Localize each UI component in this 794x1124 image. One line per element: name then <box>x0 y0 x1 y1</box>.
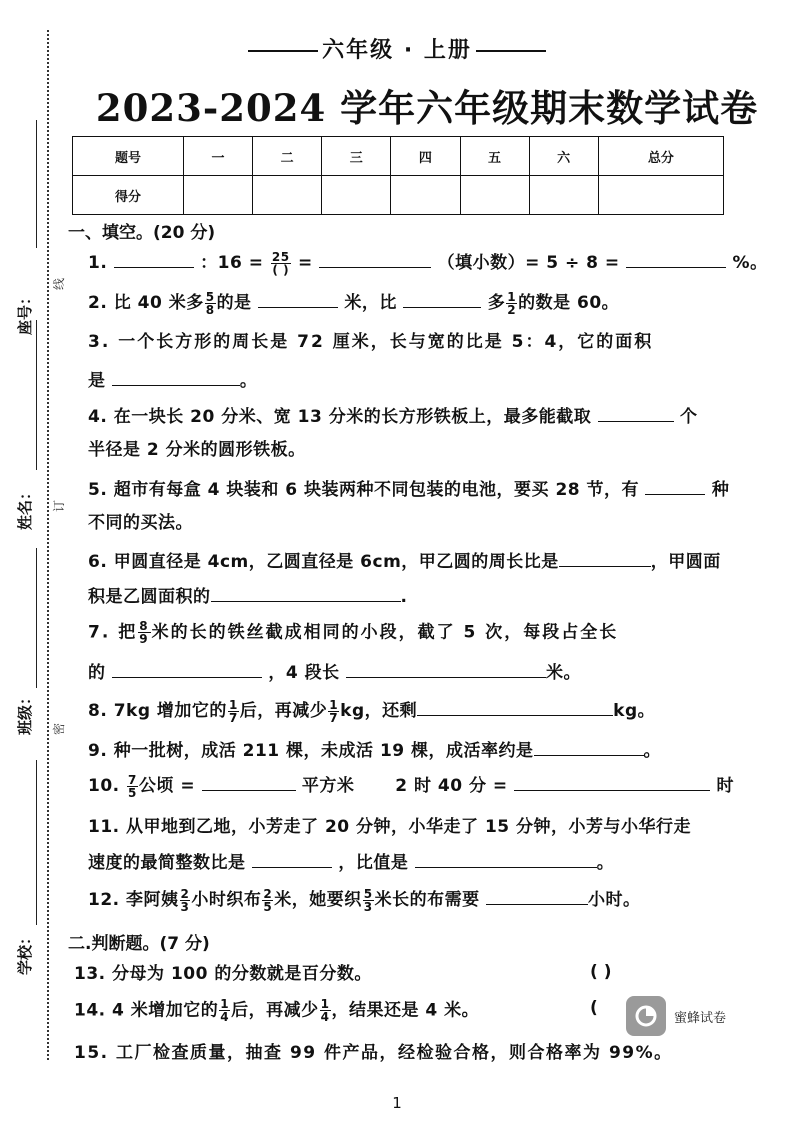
series-text: 六年级 · 上册 <box>322 38 472 63</box>
question-11 <box>88 815 691 839</box>
question-7 <box>88 620 618 645</box>
q10-text-1: 公顷 = <box>138 776 196 796</box>
q2-fraction-2 <box>506 291 517 316</box>
seal-mark-mi: 密 <box>52 722 66 735</box>
q14-answer-paren[interactable]: ( <box>590 998 598 1018</box>
q1-text-2: = <box>298 253 313 273</box>
q10-blank-2[interactable] <box>514 772 710 791</box>
q11-text-4: 。 <box>596 853 615 873</box>
q6-text-4: . <box>400 587 408 607</box>
q2-blank-1[interactable] <box>258 289 338 308</box>
q7-frac-den: 9 <box>139 632 150 646</box>
seal-mark-ding: 订 <box>52 499 66 512</box>
q9-text-1: 9. 种一批树，成活 211 棵，未成活 19 棵，成活率约是 <box>88 741 534 761</box>
q1-blank-1[interactable] <box>114 249 194 268</box>
q8-text-3: kg，还剩 <box>340 701 418 721</box>
q11-blank-1[interactable] <box>252 849 332 868</box>
score-cell[interactable] <box>598 176 723 215</box>
q6-text-1: 6. 甲圆直径是 4cm，乙圆直径是 6cm，甲乙圆的周长比是 <box>88 552 559 572</box>
q8-blank[interactable] <box>417 697 613 716</box>
q12-text-4: 米长的布需要 <box>374 890 480 910</box>
q12-text-2: 小时织布 <box>191 890 262 910</box>
seal-mark-line: 线 <box>52 277 66 290</box>
q10-frac-num: 7 <box>128 772 137 787</box>
q12-frac2-num: 2 <box>263 886 273 901</box>
score-cell[interactable] <box>253 176 322 215</box>
question-3-cont <box>88 367 257 393</box>
section-true-false: 二.判断题。(7 分) <box>68 934 210 954</box>
q10-num: 10. <box>88 776 120 796</box>
q11-text-3: ，比值是 <box>338 853 409 873</box>
q14-frac1-den: 4 <box>220 1010 230 1024</box>
score-col-4: 四 <box>391 137 460 176</box>
q1-blank-2[interactable] <box>319 249 431 268</box>
score-cell[interactable] <box>322 176 391 215</box>
question-9 <box>88 737 661 763</box>
q2-text-3: 米，比 <box>344 293 397 313</box>
q8-frac2-num: 1 <box>329 697 339 712</box>
q3-text-3: 。 <box>239 371 258 391</box>
q1-blank-3[interactable] <box>626 249 726 268</box>
bee-logo-icon <box>626 996 666 1036</box>
question-6 <box>88 548 721 574</box>
q1-text-3: （填小数）= 5 ÷ 8 = <box>437 253 620 273</box>
q14-text-1: 14. 4 米增加它的 <box>74 1000 219 1021</box>
q1-frac-den: ( ) <box>272 262 290 277</box>
q1-frac-num: 25 <box>271 249 290 264</box>
q5-text-1: 5. 超市有每盒 4 块装和 6 块装两种不同包装的电池，要买 28 节，有 <box>88 480 640 500</box>
q12-fraction-2 <box>262 888 273 913</box>
q8-text-4: kg。 <box>613 701 656 721</box>
score-col-1: 一 <box>184 137 253 176</box>
page-number: 1 <box>392 1094 402 1112</box>
question-6-cont <box>88 583 407 609</box>
q7-text-4: ，4 段长 <box>268 663 340 683</box>
score-col-total: 总分 <box>598 137 723 176</box>
q3-blank[interactable] <box>112 367 240 386</box>
question-15: 15. 工厂检查质量，抽查 99 件产品，经检验合格，则合格率为 99%。 <box>74 1043 673 1063</box>
q9-text-2: 。 <box>643 741 662 761</box>
q12-frac2-den: 5 <box>263 899 273 914</box>
q6-blank-2[interactable] <box>211 583 401 602</box>
q12-blank[interactable] <box>486 886 588 905</box>
q2-text-2: 的是 <box>216 293 252 313</box>
q14-text-2: 后，再减少 <box>231 1000 319 1021</box>
q7-frac-num: 8 <box>139 619 150 633</box>
q10-frac-den: 5 <box>128 785 137 800</box>
q12-frac3-num: 5 <box>363 886 373 901</box>
q2-text-5: 的数是 60。 <box>518 293 620 313</box>
q3-text-1: 3. 一个长方形的周长是 72 厘米，长与宽的比是 5：4，它的面积 <box>88 332 654 352</box>
q6-text-2: ，甲圆面 <box>650 552 721 572</box>
q10-text-2: 平方米 <box>301 776 355 796</box>
score-col-label: 题号 <box>73 137 184 176</box>
q7-text-1: 7. 把 <box>88 622 138 643</box>
score-col-5: 五 <box>460 137 529 176</box>
q10-fraction <box>127 774 138 799</box>
q4-blank[interactable] <box>598 403 674 422</box>
question-8 <box>88 697 655 724</box>
heading-rule-left <box>248 50 318 52</box>
section-fill-in: 一、填空。(20 分) <box>68 223 216 243</box>
q2-text-1: 2. 比 40 米多 <box>88 293 204 313</box>
q4-text-2: 个 <box>680 407 698 427</box>
question-7-cont <box>88 659 581 685</box>
score-value-row <box>73 176 724 215</box>
score-header-row <box>73 137 724 176</box>
q8-frac1-den: 7 <box>228 710 238 725</box>
seat-label: 座号： <box>16 289 34 335</box>
q7-blank-2[interactable] <box>346 659 546 678</box>
q7-text-2: 米的长的铁丝截成相同的小段，截了 5 次，每段占全长 <box>151 622 619 643</box>
q14-text-3: ，结果还是 4 米。 <box>331 1000 480 1021</box>
score-col-2: 二 <box>253 137 322 176</box>
q8-frac1-num: 1 <box>228 697 238 712</box>
question-12 <box>88 886 641 913</box>
seat-underline[interactable] <box>36 120 37 248</box>
q12-frac3-den: 3 <box>363 899 373 914</box>
score-cell[interactable] <box>529 176 598 215</box>
q5-text-3: 不同的买法。 <box>88 513 193 533</box>
score-table <box>72 136 724 215</box>
q1-text-4: %。 <box>732 253 768 273</box>
school-label: 学校： <box>16 929 34 975</box>
q12-text-3: 米，她要织 <box>274 890 362 910</box>
question-4 <box>88 403 698 429</box>
question-4-cont <box>88 438 306 462</box>
q2-frac1-num: 5 <box>205 289 215 304</box>
q2-frac1-den: 8 <box>205 302 215 317</box>
name-underline[interactable] <box>36 320 37 470</box>
watermark-text: 蜜蜂试卷 <box>674 1010 727 1026</box>
q1-num: 1. <box>88 253 108 273</box>
q11-text-2: 速度的最简整数比是 <box>88 853 246 873</box>
q8-frac2-den: 7 <box>329 710 339 725</box>
q10-text-3: 2 时 40 分 = <box>395 776 508 796</box>
q12-fraction-1 <box>180 888 191 913</box>
score-row-label: 得分 <box>73 176 184 215</box>
q11-blank-2[interactable] <box>415 849 597 868</box>
q12-fraction-3 <box>363 888 374 913</box>
score-cell[interactable] <box>391 176 460 215</box>
question-5 <box>88 476 729 502</box>
heading-rule-right <box>476 50 546 52</box>
watermark <box>626 996 726 1036</box>
q7-text-5: 米。 <box>546 663 582 683</box>
q2-frac2-num: 1 <box>507 289 517 304</box>
q2-text-4: 多 <box>487 293 506 313</box>
question-5-cont <box>88 511 193 535</box>
q6-blank-1[interactable] <box>559 548 651 567</box>
score-col-3: 三 <box>322 137 391 176</box>
score-cell[interactable] <box>460 176 529 215</box>
q1-text-1: ：16 = <box>200 253 264 273</box>
q2-fraction-1 <box>205 291 216 316</box>
q9-blank[interactable] <box>534 737 644 756</box>
q2-frac2-den: 2 <box>507 302 517 317</box>
series-heading <box>0 33 794 64</box>
question-10 <box>88 772 734 799</box>
class-label: 班级： <box>16 689 34 735</box>
q4-text-1: 4. 在一块长 20 分米、宽 13 分米的长方形铁板上，最多能截取 <box>88 407 592 427</box>
q13-answer-paren[interactable]: ( ) <box>590 962 612 982</box>
q10-blank-1[interactable] <box>202 772 296 791</box>
question-11-cont <box>88 849 614 875</box>
q8-fraction-1 <box>228 699 239 724</box>
q12-text-1: 12. 李阿姨 <box>88 890 179 910</box>
q14-frac1-num: 1 <box>220 997 230 1011</box>
q11-text-1: 11. 从甲地到乙地，小芳走了 20 分钟，小华走了 15 分钟，小芳与小华行走 <box>88 817 692 837</box>
q6-text-3: 积是乙圆面积的 <box>88 587 211 607</box>
question-14 <box>74 998 479 1023</box>
q12-frac1-den: 3 <box>180 899 190 914</box>
q10-text-4: 时 <box>716 776 735 796</box>
q8-text-1: 8. 7kg 增加它的 <box>88 701 227 721</box>
binding-dotted-line <box>47 30 49 1060</box>
name-label: 姓名： <box>16 484 34 530</box>
exam-title: 2023-2024 学年六年级期末数学试卷 <box>95 86 759 130</box>
q14-frac2-den: 4 <box>320 1010 330 1024</box>
q14-fraction-1 <box>219 998 230 1023</box>
q7-fraction <box>138 620 150 645</box>
question-13: 13. 分母为 100 的分数就是百分数。 <box>74 964 372 984</box>
question-1 <box>88 249 768 276</box>
q14-frac2-num: 1 <box>320 997 330 1011</box>
q1-fraction <box>271 251 291 276</box>
q7-blank-1[interactable] <box>112 659 262 678</box>
q8-fraction-2 <box>328 699 339 724</box>
q12-text-5: 小时。 <box>588 890 641 910</box>
q8-text-2: 后，再减少 <box>239 701 328 721</box>
q14-fraction-2 <box>320 998 331 1023</box>
class-underline[interactable] <box>36 548 37 688</box>
question-2 <box>88 289 619 316</box>
q7-text-3: 的 <box>88 663 106 683</box>
q12-frac1-num: 2 <box>180 886 190 901</box>
q2-blank-2[interactable] <box>403 289 481 308</box>
question-3 <box>88 330 653 354</box>
q3-text-2: 是 <box>88 371 106 391</box>
score-cell[interactable] <box>184 176 253 215</box>
q5-blank[interactable] <box>645 476 705 495</box>
q4-text-3: 半径是 2 分米的圆形铁板。 <box>88 440 306 460</box>
school-underline[interactable] <box>36 760 37 925</box>
score-col-6: 六 <box>529 137 598 176</box>
q5-text-2: 种 <box>711 480 730 500</box>
